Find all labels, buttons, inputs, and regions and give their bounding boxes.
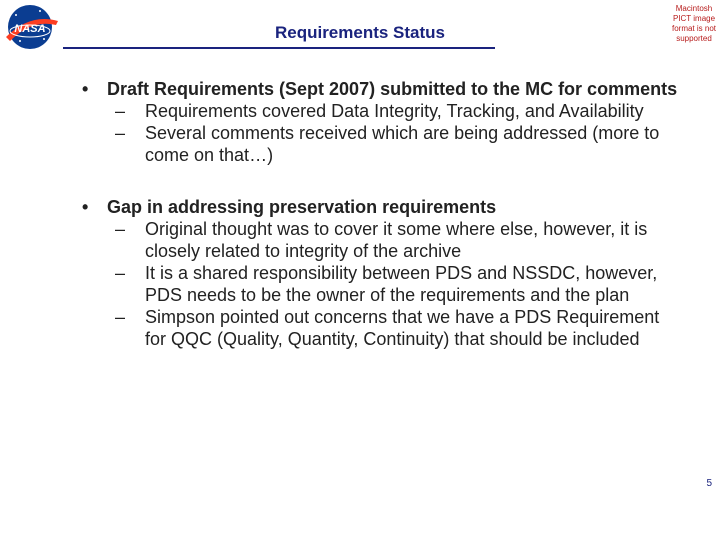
bullet-text: Draft Requirements (Sept 2007) submitted to the MC for comments — [107, 79, 678, 99]
sub-text: Several comments received which are being addressed (more to come on that…) — [145, 123, 660, 165]
sub-item — [115, 122, 682, 166]
sub-text: Original thought was to cover it some where else, however, it is closely related to integrity of the archive — [145, 219, 648, 261]
page-number: 5 — [706, 478, 712, 489]
title-divider — [63, 47, 495, 49]
sub-item — [115, 306, 682, 350]
bullet-text: Gap in addressing preservation requirements — [107, 197, 497, 217]
bullet-item — [82, 196, 682, 350]
sub-list — [107, 100, 682, 166]
sub-list — [107, 218, 682, 350]
logo-wordmark: NASA — [14, 23, 46, 35]
sub-marker: – — [115, 307, 126, 327]
sub-marker: – — [115, 101, 126, 121]
sub-text: It is a shared responsibility between PDS and NSSDC, however, PDS needs to be the owner of the requirements and the plan — [145, 263, 658, 305]
bullet-marker: • — [82, 79, 89, 99]
slide-title: Requirements Status — [274, 23, 446, 42]
sub-text: Simpson pointed out concerns that we have a PDS Requirement for QQC (Quality, Quantity, Continuity) that should be included — [145, 307, 660, 349]
bullet-marker: • — [82, 197, 89, 217]
pict-notice: Macintosh PICT image format is not supported — [671, 4, 716, 43]
bullet-list — [82, 78, 682, 350]
sub-marker: – — [115, 123, 126, 143]
sub-marker: – — [115, 263, 126, 283]
bullet-item — [82, 78, 682, 166]
sub-marker: – — [115, 219, 126, 239]
sub-text: Requirements covered Data Integrity, Tracking, and Availability — [145, 101, 644, 121]
sub-item — [115, 218, 682, 262]
sub-item — [115, 100, 682, 122]
sub-item — [115, 262, 682, 306]
bullet-spacer — [82, 166, 682, 196]
